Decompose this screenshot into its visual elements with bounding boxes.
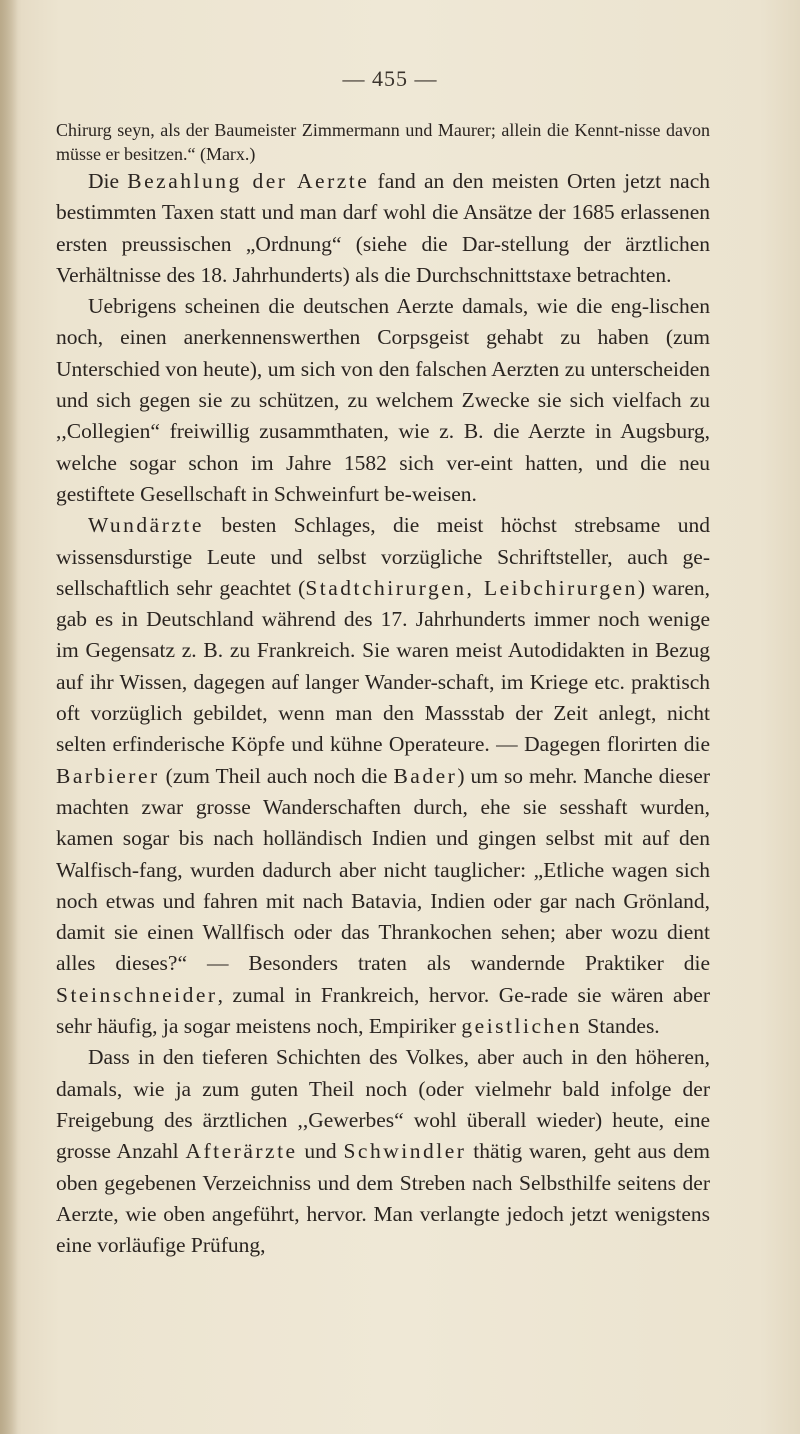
- spaced-emphasis: Barbierer: [56, 763, 160, 788]
- paragraph-bezahlung: [56, 166, 710, 291]
- text-segment: thätig waren, geht aus dem oben gegebenen Verzeichniss und dem Streben nach Selbsthilfe seitens der Aerzte, wie oben angeführt, hervor. Man verlangte jedoch jetzt wenigstens eine vorläufige Prüfung,: [56, 1139, 711, 1258]
- spaced-emphasis: Bezahlung der Aerzte: [127, 169, 370, 193]
- text-segment: Standes.: [582, 1014, 660, 1039]
- spaced-emphasis: Bader: [393, 763, 458, 788]
- spaced-emphasis: Afterärzte: [185, 1139, 298, 1164]
- page-binding-shadow: [0, 0, 18, 1434]
- text-segment: und: [297, 1139, 344, 1164]
- spaced-emphasis: Wundärzte: [88, 513, 204, 538]
- paragraph-afteraerzte: [56, 1042, 710, 1261]
- text-segment: Uebrigens scheinen die deutschen Aerzte damals, wie die eng-lischen noch, einen anerkennenswerthen Corpsgeist gehabt zu haben (zum Unterschied von heute), um sich von den falschen Aerzten zu unterscheiden und sich gegen sie zu schützen, zu welchem Zwecke sie sich vielfach zu ,,Collegien“ freiwillig zusammthaten, wie z. B. die Aerzte in Augsburg, welche sogar schon im Jahre 1582 sich ver-eint hatten, und die neu gestiftete Gesellschaft in Schweinfurt be-weisen.: [56, 294, 710, 506]
- text-segment: Chirurg seyn, als der Baumeister Zimmermann und Maurer; allein die Kennt-nisse davon müsse er besitzen.“ (Marx.): [56, 120, 710, 164]
- text-segment: Dass in den tieferen Schichten des Volkes, aber auch in den höheren, damals, wie ja zum guten Theil noch (oder vielmehr bald infolge der Freigebung des ärztlichen ,,Gewerbes“ wohl überall wieder) heute, eine grosse Anzahl: [56, 1045, 710, 1164]
- page-number: — 455 —: [342, 66, 438, 91]
- text-segment: fand an den meisten Orten jetzt nach bestimmten Taxen statt und man darf wohl die Ansätze der 1685 erlassenen ersten preussischen „Ordnung“ (siehe die Dar-stellung der ärztlichen Verhältnisse des 18. Jahrhunderts) als die Durchschnittstaxe betrachten.: [56, 169, 710, 287]
- paragraph-corpsgeist: [56, 291, 710, 510]
- body-text: [56, 118, 710, 1261]
- text-segment: ) waren, gab es in Deutschland während des 17. Jahrhunderts immer noch wenige im Gegensatz z. B. zu Frankreich. Sie waren meist Autodidakten in Bezug auf ihr Wissen, dagegen auf langer Wander-schaft, im Kriege etc. praktisch oft vorzüglich gebildet, wenn man den Massstab der Zeit anlegt, nicht selten erfinderische Köpfe und kühne Operateure. — Dagegen florirten die: [56, 575, 711, 757]
- paragraph-wundaerzte: [56, 510, 710, 1042]
- text-segment: besten Schlages, die meist höchst strebsame und wissensdurstige Leute und selbst vorzügliche Schriftsteller, auch ge-sellschaftlich sehr geachtet (: [56, 513, 710, 600]
- spaced-emphasis: geistlichen: [461, 1014, 583, 1039]
- text-segment: , zumal in Frankreich, hervor. Ge-rade sie wären aber sehr häufig, ja sogar meistens noch, Empiriker: [56, 982, 710, 1039]
- spaced-emphasis: Schwindler: [343, 1139, 467, 1164]
- text-segment: Die: [88, 169, 128, 193]
- text-segment: ) um so mehr. Manche dieser machten zwar grosse Wanderschaften durch, ehe sie sesshaft wurden, kamen sogar bis nach holländisch Indien und gingen selbst mit auf den Walfisch-fang, wurden dadurch aber nicht tauglicher: „Etliche wagen sich noch etwas und fahren mit nach Batavia, Indien oder gar nach Grönland, damit sie einen Wallfisch oder das Thrankochen sehen; aber wozu dient alles dieses?“ — Besonders traten als wandernde Praktiker die: [56, 763, 710, 976]
- spaced-emphasis: Steinschneider: [56, 982, 218, 1007]
- paragraph-quote-end: [56, 118, 710, 166]
- text-segment: (zum Theil auch noch die: [159, 763, 394, 788]
- spaced-emphasis: Stadtchirurgen, Leibchirurgen: [305, 575, 638, 600]
